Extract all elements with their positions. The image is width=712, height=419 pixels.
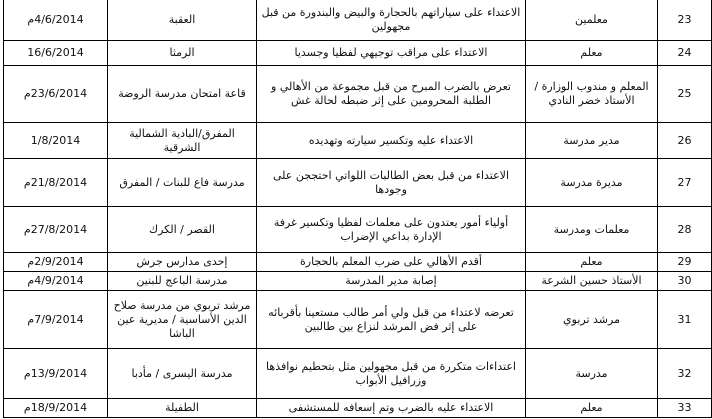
place-cell: العقبة: [108, 0, 257, 41]
place-cell: مدرسة اليسرى / مأدبا: [108, 349, 257, 399]
victim-cell: معلم: [526, 253, 658, 272]
description-cell: اعتداءات متكررة من قبل مجهولين مثل بتحطيم نوافذها وزرافيل الأبواب: [257, 349, 526, 399]
place-cell: الرمثا: [108, 41, 257, 66]
table-row: [4, 159, 712, 207]
victim-cell: مدير مدرسة: [526, 123, 658, 159]
row-number: 28: [658, 207, 712, 253]
table-row: [4, 253, 712, 272]
incidents-table: [3, 0, 712, 418]
table-row: [4, 207, 712, 253]
description-cell: الاعتداء عليه وتكسير سيارته وتهديده: [257, 123, 526, 159]
victim-cell: مرشد تربوي: [526, 291, 658, 349]
table-row: [4, 272, 712, 291]
date-cell: 23/6/2014م: [4, 66, 108, 123]
place-cell: الطفيلة: [108, 399, 257, 418]
date-cell: 16/6/2014: [4, 41, 108, 66]
row-number: 30: [658, 272, 712, 291]
place-cell: القصر / الكرك: [108, 207, 257, 253]
table-row: [4, 349, 712, 399]
place-cell: قاعة امتحان مدرسة الروضة: [108, 66, 257, 123]
victim-cell: مديرة مدرسة: [526, 159, 658, 207]
table-row: [4, 123, 712, 159]
description-cell: تعرضه لاعتداء من قبل ولي أمر طالب مستعينا بأقربائه على إثر فض المرشد لنزاع بين طالبين: [257, 291, 526, 349]
victim-cell: معلمات ومدرسة: [526, 207, 658, 253]
row-number: 29: [658, 253, 712, 272]
description-cell: الاعتداء من قبل بعض الطالبات اللواتي احتججن على وجودها: [257, 159, 526, 207]
row-number: 26: [658, 123, 712, 159]
row-number: 24: [658, 41, 712, 66]
date-cell: 4/6/2014م: [4, 0, 108, 41]
place-cell: مدرسة فاع للبنات / المفرق: [108, 159, 257, 207]
victim-cell: المعلم و مندوب الوزارة / الأستاذ خضر النادي: [526, 66, 658, 123]
date-cell: 2/9/2014م: [4, 253, 108, 272]
description-cell: الاعتداء على مراقب توجيهي لفظيا وجسديا: [257, 41, 526, 66]
victim-cell: مدرسة: [526, 349, 658, 399]
description-cell: أولياء أمور يعتدون على معلمات لفظيا وتكسير غرفة الإدارة بداعي الإضراب: [257, 207, 526, 253]
victim-cell: معلم: [526, 399, 658, 418]
date-cell: 18/9/2014م: [4, 399, 108, 418]
row-number: 27: [658, 159, 712, 207]
place-cell: المفرق/البادية الشمالية الشرقية: [108, 123, 257, 159]
table-row: [4, 66, 712, 123]
row-number: 23: [658, 0, 712, 41]
place-cell: إحدى مدارس جرش: [108, 253, 257, 272]
date-cell: 27/8/2014م: [4, 207, 108, 253]
date-cell: 13/9/2014م: [4, 349, 108, 399]
place-cell: مرشد تربوي من مدرسة صلاح الدين الأساسية / مديرية عين الباشا: [108, 291, 257, 349]
date-cell: 21/8/2014م: [4, 159, 108, 207]
description-cell: إصابة مدير المدرسة: [257, 272, 526, 291]
date-cell: 4/9/2014م: [4, 272, 108, 291]
table-row: [4, 399, 712, 418]
victim-cell: معلمين: [526, 0, 658, 41]
description-cell: الاعتداء على سياراتهم بالحجارة والبيض والبندورة من قبل مجهولين: [257, 0, 526, 41]
row-number: 31: [658, 291, 712, 349]
description-cell: أقدم الأهالي على ضرب المعلم بالحجارة: [257, 253, 526, 272]
place-cell: مدرسة الباعج للبنين: [108, 272, 257, 291]
description-cell: الاعتداء عليه بالضرب وتم إسعافه للمستشفى: [257, 399, 526, 418]
row-number: 33: [658, 399, 712, 418]
row-number: 25: [658, 66, 712, 123]
table-row: [4, 291, 712, 349]
table-row: [4, 41, 712, 66]
victim-cell: الأستاذ حسين الشرعة: [526, 272, 658, 291]
date-cell: 1/8/2014: [4, 123, 108, 159]
table-row: [4, 0, 712, 41]
description-cell: تعرض بالضرب المبرح من قبل مجموعة من الأهالي و الطلبة المحرومين على إثر ضبطه لحالة غش: [257, 66, 526, 123]
row-number: 32: [658, 349, 712, 399]
victim-cell: معلم: [526, 41, 658, 66]
date-cell: 7/9/2014م: [4, 291, 108, 349]
